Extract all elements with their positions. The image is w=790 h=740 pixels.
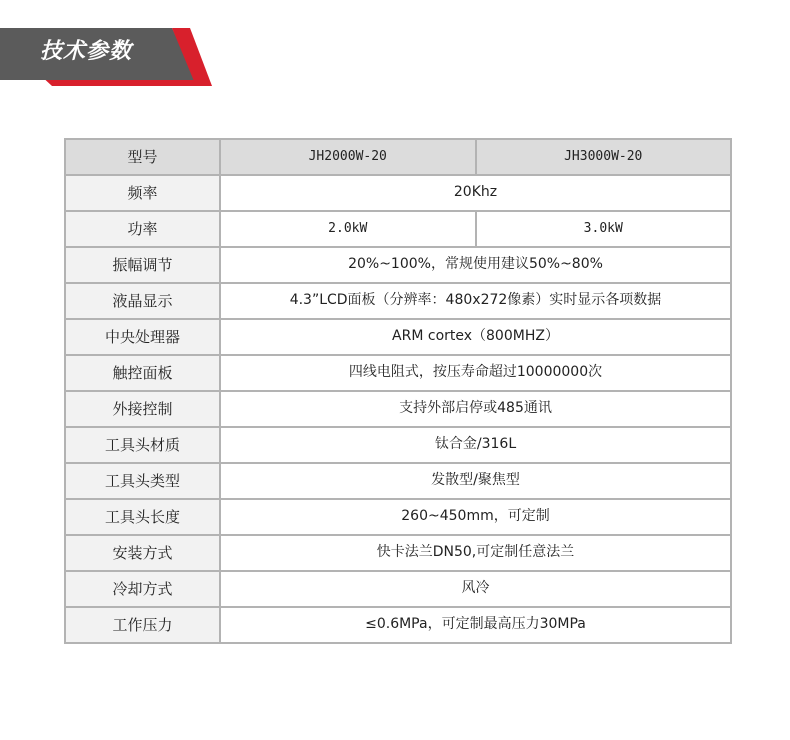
header-label-cell: 型号 bbox=[65, 139, 220, 175]
row-label: 工作压力 bbox=[65, 607, 220, 643]
row-value: 发散型/聚焦型 bbox=[220, 463, 731, 499]
row-label: 工具头类型 bbox=[65, 463, 220, 499]
table-row bbox=[65, 247, 731, 283]
row-value: 支持外部启停或485通讯 bbox=[220, 391, 731, 427]
row-value: 20%~100%，常规使用建议50%~80% bbox=[220, 247, 731, 283]
table-row bbox=[65, 211, 731, 247]
table-row bbox=[65, 499, 731, 535]
row-label: 液晶显示 bbox=[65, 283, 220, 319]
row-label: 外接控制 bbox=[65, 391, 220, 427]
row-label: 中央处理器 bbox=[65, 319, 220, 355]
row-value: 四线电阻式，按压寿命超过10000000次 bbox=[220, 355, 731, 391]
row-label: 冷却方式 bbox=[65, 571, 220, 607]
row-value: 快卡法兰DN50,可定制任意法兰 bbox=[220, 535, 731, 571]
table-row bbox=[65, 175, 731, 211]
row-label: 振幅调节 bbox=[65, 247, 220, 283]
table-row bbox=[65, 535, 731, 571]
table-row bbox=[65, 427, 731, 463]
model-2-cell: JH3000W-20 bbox=[476, 139, 732, 175]
table-row bbox=[65, 463, 731, 499]
table-row bbox=[65, 283, 731, 319]
row-value: ≤0.6MPa，可定制最高压力30MPa bbox=[220, 607, 731, 643]
row-value: ARM cortex（800MHZ） bbox=[220, 319, 731, 355]
row-value-model-1: 2.0kW bbox=[220, 211, 476, 247]
row-label: 工具头材质 bbox=[65, 427, 220, 463]
table-row bbox=[65, 607, 731, 643]
section-banner bbox=[0, 0, 790, 100]
table-row bbox=[65, 355, 731, 391]
row-value: 260~450mm，可定制 bbox=[220, 499, 731, 535]
row-value: 20Khz bbox=[220, 175, 731, 211]
row-value: 钛合金/316L bbox=[220, 427, 731, 463]
table-row bbox=[65, 319, 731, 355]
row-label: 工具头长度 bbox=[65, 499, 220, 535]
row-label: 功率 bbox=[65, 211, 220, 247]
model-1-cell: JH2000W-20 bbox=[220, 139, 476, 175]
row-label: 安装方式 bbox=[65, 535, 220, 571]
row-value: 风冷 bbox=[220, 571, 731, 607]
row-value-model-2: 3.0kW bbox=[476, 211, 732, 247]
row-label: 频率 bbox=[65, 175, 220, 211]
table-row bbox=[65, 391, 731, 427]
row-value: 4.3”LCD面板（分辨率：480x272像素）实时显示各项数据 bbox=[220, 283, 731, 319]
table-header-row bbox=[65, 139, 731, 175]
banner-title: 技术参数 bbox=[40, 39, 133, 64]
row-label: 触控面板 bbox=[65, 355, 220, 391]
table-row bbox=[65, 571, 731, 607]
spec-table bbox=[64, 138, 732, 644]
